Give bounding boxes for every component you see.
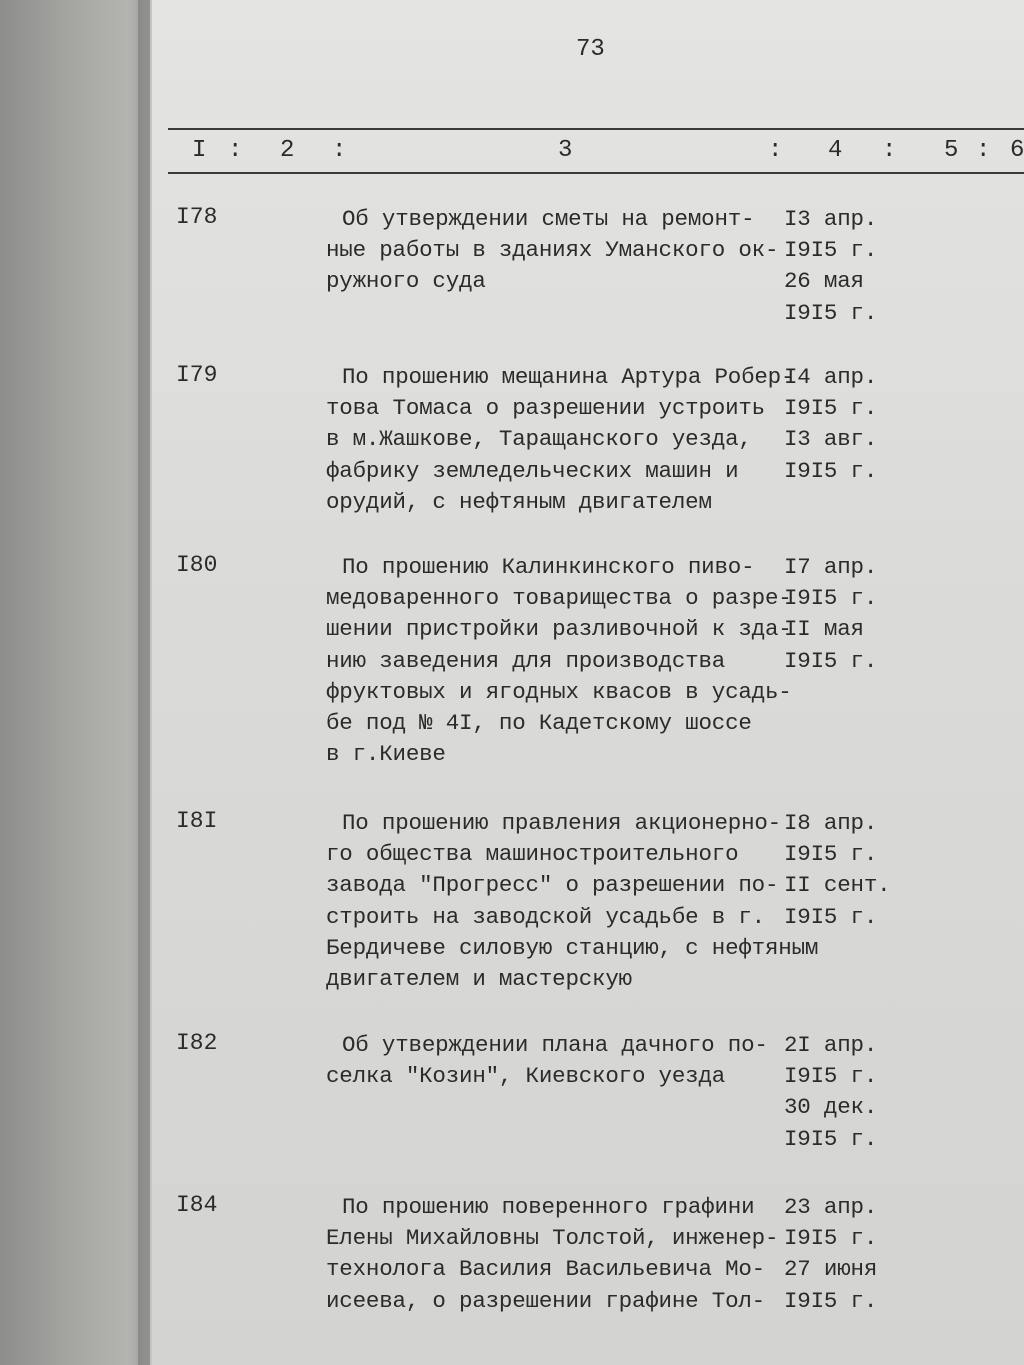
page-number: 73 xyxy=(576,36,605,63)
date-end: I3 авг. xyxy=(784,426,878,453)
entry-line: ружного суда xyxy=(326,268,486,295)
column-header-separator: : xyxy=(882,137,897,164)
entry-line: фабрику земледельческих машин и xyxy=(326,457,739,484)
entry-dates xyxy=(784,362,877,487)
date-end-year: I9I5 г. xyxy=(784,1125,878,1152)
entry-line: селка "Козин", Киевского уезда xyxy=(326,1063,726,1090)
date-start: I4 апр. xyxy=(784,364,878,390)
column-header-separator: : xyxy=(976,137,991,164)
entry-line: медоваренного товарищества о разре- xyxy=(326,585,792,612)
entry-number: I80 xyxy=(176,552,218,578)
entry-line: шении пристройки разливочной к зда- xyxy=(326,616,792,643)
entry-line: исеева, о разрешении графине Тол- xyxy=(326,1287,765,1314)
date-end-year: I9I5 г. xyxy=(784,299,878,326)
entry-line: орудий, с нефтяным двигателем xyxy=(326,488,712,515)
date-end-year: I9I5 г. xyxy=(784,647,878,674)
entry-number: I79 xyxy=(176,362,218,388)
date-start-year: I9I5 г. xyxy=(784,1225,878,1252)
date-start-year: I9I5 г. xyxy=(784,585,878,612)
entry-line: в м.Жашкове, Таращанского уезда, xyxy=(326,426,752,453)
column-header-separator: : xyxy=(768,137,783,164)
entry-line: го общества машиностроительного xyxy=(326,841,739,868)
entry-number: I84 xyxy=(176,1192,218,1218)
document-page xyxy=(152,0,1024,1365)
entry-description xyxy=(326,552,792,770)
date-start-year: I9I5 г. xyxy=(784,395,878,422)
entry-number: I8I xyxy=(176,808,218,834)
entry-line: в г.Киеве xyxy=(326,741,446,768)
column-header-separator: : xyxy=(228,137,243,164)
entry-line: двигателем и мастерскую xyxy=(326,966,632,993)
entry-description xyxy=(326,362,795,518)
entry-line: това Томаса о разрешении устроить xyxy=(326,395,765,422)
date-start-year: I9I5 г. xyxy=(784,237,878,264)
date-end: II сент. xyxy=(784,872,891,899)
entry-line: строить на заводской усадьбе в г. xyxy=(326,903,765,930)
entry-number: I82 xyxy=(176,1030,218,1056)
entry-line: технолога Василия Васильевича Мо- xyxy=(326,1256,765,1283)
date-end: 30 дек. xyxy=(784,1094,878,1121)
date-end: 27 июня xyxy=(784,1256,878,1283)
column-header-4: 4 xyxy=(828,137,843,164)
entry-dates xyxy=(784,808,890,933)
column-header-2: 2 xyxy=(280,137,295,164)
entry-line: По прошению мещанина Артура Робер- xyxy=(342,364,795,390)
column-header-6: 6 xyxy=(1010,137,1024,164)
entry-dates xyxy=(784,552,877,677)
entry-line: Елены Михайловны Толстой, инженер- xyxy=(326,1225,779,1252)
column-header-3: 3 xyxy=(558,137,573,164)
header-top-rule xyxy=(168,128,1024,130)
date-end-year: I9I5 г. xyxy=(784,1287,878,1314)
date-end-year: I9I5 г. xyxy=(784,903,878,930)
date-start-year: I9I5 г. xyxy=(784,841,878,868)
entry-dates xyxy=(784,1192,877,1317)
date-start: I7 апр. xyxy=(784,554,878,580)
entry-description xyxy=(326,1030,766,1092)
column-header-1: I xyxy=(192,137,207,164)
date-start: I8 апр. xyxy=(784,810,878,836)
date-end: 26 мая xyxy=(784,268,864,295)
date-end: II мая xyxy=(784,616,864,643)
column-header-separator: : xyxy=(332,137,347,164)
entry-line: фруктовых и ягодных квасов в усадь- xyxy=(326,678,792,705)
date-start: 2I апр. xyxy=(784,1032,878,1058)
date-start-year: I9I5 г. xyxy=(784,1063,878,1090)
header-bottom-rule xyxy=(168,172,1024,174)
entry-line: нию заведения для производства xyxy=(326,647,726,674)
previous-page-edge xyxy=(0,0,150,1365)
entry-dates xyxy=(784,204,877,329)
entry-line: бе под № 4I, по Кадетскому шоссе xyxy=(326,710,752,737)
entry-line: По прошению Калинкинского пиво- xyxy=(342,554,755,580)
entry-line: Об утверждении сметы на ремонт- xyxy=(342,206,755,232)
entry-line: По прошению правления акционерно- xyxy=(342,810,781,836)
entry-line: ные работы в зданиях Уманского ок- xyxy=(326,237,779,264)
entry-description xyxy=(326,1192,779,1317)
date-end-year: I9I5 г. xyxy=(784,457,878,484)
entry-description xyxy=(326,808,819,995)
entry-number: I78 xyxy=(176,204,218,230)
entry-line: По прошению поверенного графини xyxy=(342,1194,755,1220)
entry-line: Бердичеве силовую станцию, с нефтяным xyxy=(326,934,819,961)
date-start: I3 апр. xyxy=(784,206,878,232)
entry-line: Об утверждении плана дачного по- xyxy=(342,1032,768,1058)
entry-line: завода "Прогресс" о разрешении по- xyxy=(326,872,779,899)
date-start: 23 апр. xyxy=(784,1194,878,1220)
entry-dates xyxy=(784,1030,877,1155)
entry-description xyxy=(326,204,779,298)
column-header-5: 5 xyxy=(944,137,959,164)
